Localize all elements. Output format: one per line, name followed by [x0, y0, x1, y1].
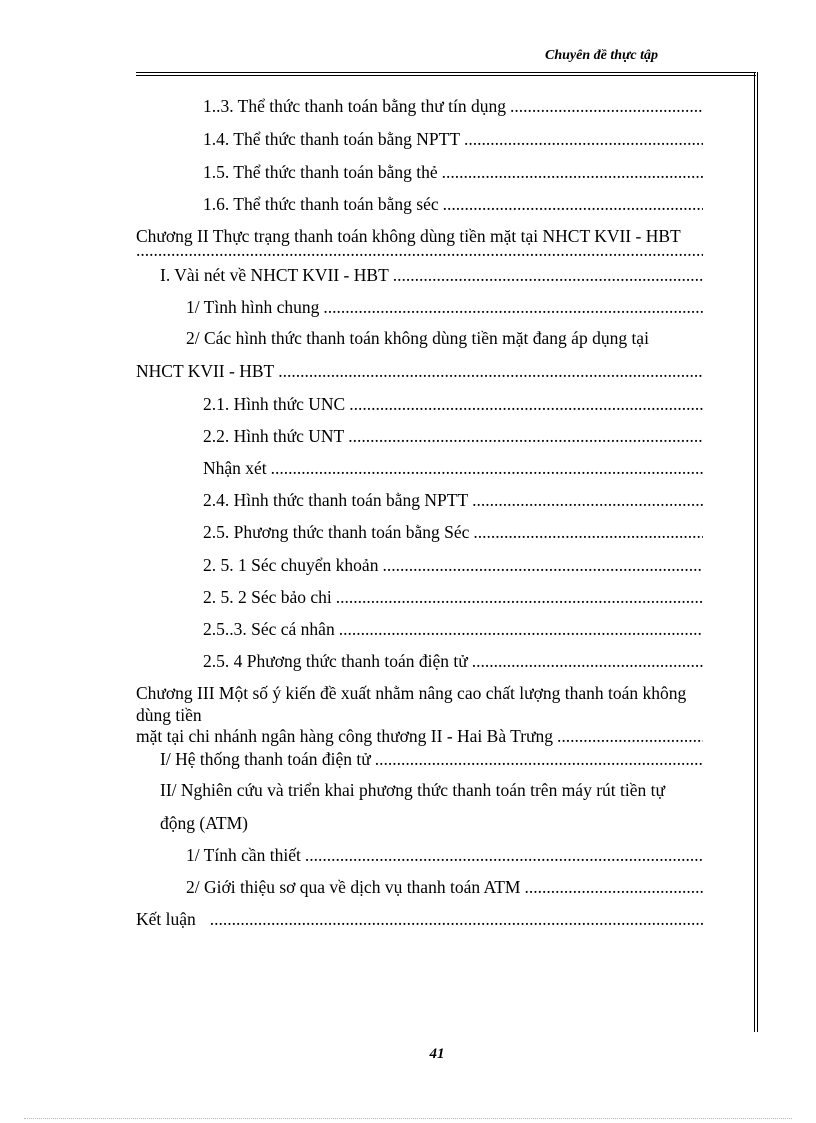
- right-border-rule: [754, 72, 758, 1032]
- toc-leader: [210, 909, 703, 929]
- header-rule: [136, 72, 756, 76]
- toc-entry: [136, 909, 703, 929]
- toc-leader: [336, 587, 703, 607]
- toc-entry-text: 2.2. Hình thức UNT: [203, 426, 345, 446]
- toc-entry-text: 1.4. Thể thức thanh toán bằng NPTT: [203, 129, 461, 149]
- bottom-dotted-rule: [24, 1118, 792, 1119]
- toc-entry: [136, 361, 703, 381]
- toc-leader: [442, 162, 703, 182]
- toc-leader: [278, 361, 703, 381]
- toc-entry-text: Kết luận: [136, 909, 196, 929]
- toc-leader: [136, 240, 703, 260]
- toc-leader: [443, 194, 703, 214]
- toc-entry: [203, 458, 703, 478]
- toc-entry-text: I. Vài nét về NHCT KVII - HBT: [160, 265, 389, 285]
- toc-entry: [203, 426, 703, 446]
- toc-leader: [323, 297, 703, 317]
- toc-leader: [382, 555, 703, 575]
- toc-entry-text: I/ Hệ thống thanh toán điện tử: [160, 749, 371, 769]
- toc-entry-text: 1/ Tình hình chung: [186, 297, 320, 317]
- toc-leader: [393, 265, 703, 285]
- toc-entry: [203, 162, 703, 182]
- toc-entry-text: II/ Nghiên cứu và triển khai phương thức thanh toán trên máy rút tiền tự: [160, 780, 665, 800]
- toc-leader: [349, 394, 703, 414]
- toc-leader: [472, 490, 703, 510]
- toc-entry-text: 1.6. Thể thức thanh toán bằng séc: [203, 194, 439, 214]
- toc-entry: [160, 265, 703, 285]
- toc-leader: [339, 619, 703, 639]
- toc-entry: [203, 129, 703, 149]
- toc-entry-text: 2.1. Hình thức UNC: [203, 394, 346, 414]
- page-number: 41: [429, 1046, 445, 1062]
- toc-entry: [203, 522, 703, 542]
- toc-entry: [203, 96, 703, 116]
- toc-leader: [464, 129, 703, 149]
- toc-entry-text: 2.4. Hình thức thanh toán bằng NPTT: [203, 490, 469, 510]
- toc-entry: [203, 394, 703, 414]
- toc-chapter-heading-cont: dùng tiền: [136, 705, 202, 725]
- toc-chapter-heading: Chương III Một số ý kiến đề xuất nhằm nâng cao chất lượng thanh toán không: [136, 683, 687, 703]
- toc-leader: [348, 426, 703, 446]
- toc-leader: [271, 458, 703, 478]
- toc-leader: [472, 651, 703, 671]
- toc-leader: [510, 96, 703, 116]
- toc-leader: [557, 726, 703, 746]
- toc-entry: [186, 877, 703, 897]
- toc-entry-text: 1.5. Thể thức thanh toán bằng thẻ: [203, 162, 438, 182]
- toc-entry-text: động (ATM): [160, 813, 248, 833]
- toc-entry: [203, 619, 703, 639]
- toc-entry: [186, 845, 703, 865]
- toc-leader: [375, 749, 703, 769]
- toc-entry-text: 1..3. Thể thức thanh toán bằng thư tín dụng: [203, 96, 506, 116]
- toc-entry-text: 2.5..3. Séc cá nhân: [203, 619, 335, 639]
- toc-chapter-heading: Chương II Thực trạng thanh toán không dùng tiền mặt tại NHCT KVII - HBT: [136, 226, 681, 246]
- toc-entry: [203, 587, 703, 607]
- toc-entry: [136, 726, 703, 746]
- toc-entry: [203, 194, 703, 214]
- toc-entry: [203, 651, 703, 671]
- toc-entry-text: 2/ Giới thiệu sơ qua về dịch vụ thanh toán ATM: [186, 877, 521, 897]
- toc-entry: [203, 490, 703, 510]
- toc-leader-line: [136, 240, 703, 260]
- toc-leader: [305, 845, 703, 865]
- toc-entry-text: 2/ Các hình thức thanh toán không dùng tiền mặt đang áp dụng tại: [186, 328, 649, 348]
- toc-entry: [160, 749, 703, 769]
- running-header: Chuyên đề thực tập: [544, 48, 658, 63]
- toc-leader: [473, 522, 703, 542]
- toc-entry-text: mặt tại chi nhánh ngân hàng công thương II - Hai Bà Trưng: [136, 726, 554, 746]
- toc-leader: [524, 877, 703, 897]
- toc-entry-text: 2.5. Phương thức thanh toán bằng Séc: [203, 522, 470, 542]
- toc-entry-text: NHCT KVII - HBT: [136, 361, 275, 381]
- toc-entry: [203, 555, 703, 575]
- toc-entry-text: 2. 5. 2 Séc bảo chi: [203, 587, 332, 607]
- toc-entry-text: 2. 5. 1 Séc chuyển khoản: [203, 555, 379, 575]
- toc-entry-text: 1/ Tính cần thiết: [186, 845, 301, 865]
- toc-entry-text: Nhận xét: [203, 458, 267, 478]
- toc-entry-text: 2.5. 4 Phương thức thanh toán điện tử: [203, 651, 468, 671]
- toc-entry: [186, 297, 703, 317]
